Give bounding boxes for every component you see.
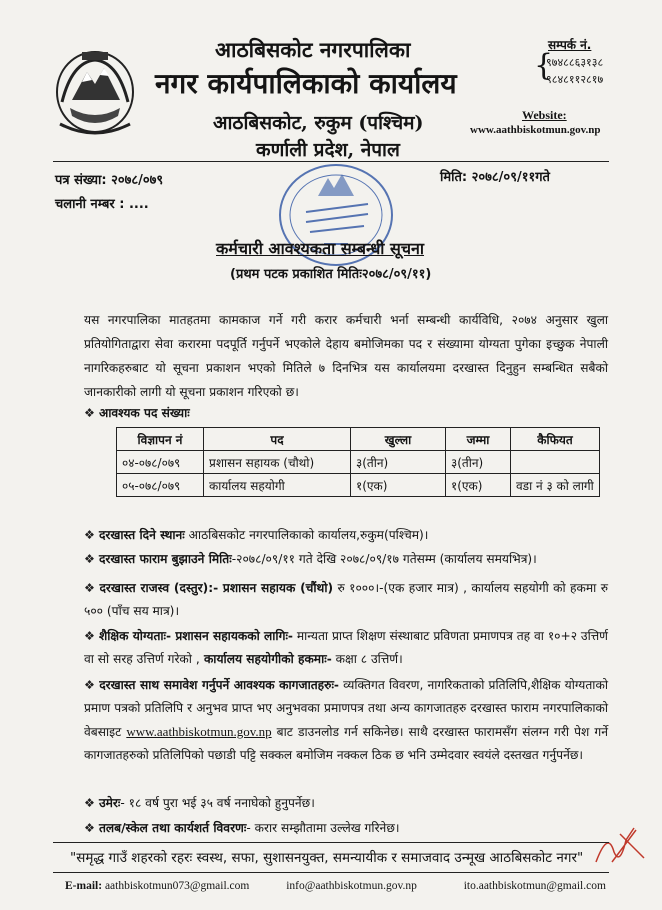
bullet-label: दरखास्त फाराम बुझाउने मितिः	[98, 552, 232, 566]
office-name-executive: नगर कार्यपालिकाको कार्यालय	[155, 67, 457, 100]
table-cell	[511, 451, 600, 474]
table-cell: प्रशासन सहायक (चौथो)	[204, 451, 351, 474]
office-address: आठबिसकोट, रुकुम (पश्चिम)	[213, 112, 424, 134]
footer-divider	[53, 842, 609, 843]
bullet-icon: ❖	[84, 796, 95, 810]
bullet-icon: ❖	[84, 678, 96, 692]
email-3[interactable]: ito.aathbiskotmun@gmail.com	[463, 880, 606, 892]
table-header: पद	[204, 428, 351, 451]
bullet-icon: ❖	[84, 528, 95, 542]
dispatch-number: चलानी नम्बर : ....	[55, 197, 149, 212]
reference-number: पत्र संख्या: २०७८/०७९	[55, 173, 164, 188]
email-2[interactable]: info@aathbiskotmun.gov.np	[286, 880, 417, 892]
table-header: कैफियत	[511, 428, 600, 451]
bullet-label: दरखास्त साथ समावेश गर्नुपर्ने आवश्यक कागजातहरुः-	[99, 678, 339, 692]
phone-number-1: ९७४८८६३१३८	[546, 56, 604, 69]
posts-heading-label: आवश्यक पद संख्याः	[98, 406, 190, 420]
table-header: खुल्ला	[351, 428, 446, 451]
nepal-emblem-icon	[52, 42, 138, 138]
bullet-text: - करार सम्झौतामा उल्लेख गरिनेछ।	[246, 821, 400, 835]
website-url[interactable]: www.aathbiskotmun.gov.np	[470, 124, 601, 136]
table-cell: कार्यालय सहयोगी	[204, 474, 351, 497]
bullet-text: व्यक्तिगत विवरण, नागरिकताको प्रतिलिपि,शैक्षिक योग्यताको प्रमाण पत्रको प्रतिलिपि र अनुभव प्राप्त भए अनुभवका प्रमाणपत्र तथा अन्य कागजातहरु दरखास्त फाराम नगरपालिकाको वेबसाइट	[84, 678, 608, 739]
brace-icon: {	[534, 48, 554, 83]
table-cell: ०५-०७८/०७९	[117, 474, 204, 497]
table-header: जम्मा	[446, 428, 511, 451]
bullet-text: बाट डाउनलोड गर्न सकिनेछ। साथै दरखास्त फारामसँग संलग्न गरी पेश गर्ने कागजातहरुको प्रतिलिपिको पछाडी पट्टि सक्कल बमोजिम नक्कल ठिक छ भनि उम्मेदवार स्वयंले दस्तखत गर्नुपर्नेछ।	[84, 725, 608, 762]
table-cell: ३(तीन)	[446, 451, 511, 474]
bullet-label: कार्यालय सहयोगीको हकमाः-	[199, 652, 332, 666]
email-1[interactable]: aathbiskotmun073@gmail.com	[104, 880, 250, 892]
bullet-text: आठबिसकोट नगरपालिकाको कार्यालय,रुकुम(पश्चिम)।	[184, 528, 429, 542]
bullet-salary	[84, 817, 608, 840]
notice-paragraph: यस नगरपालिका मातहतमा कामकाज गर्ने गरी करार कर्मचारी भर्ना सम्बन्धी कार्यविधि, २०७४ अनुसार खुला प्रतियोगिताद्वारा सेवा करारमा पदपूर्ति गर्नुपर्ने भएकोले देहाय बमोजिमका पद र संख्यामा योग्यता पुगेका इच्छुक नेपाली नागरिकहरुबाट यो सूचना प्रकाशन भएको मितिले ७ दिनभित्र यस कार्यालयमा दरखास्त दिनुहुन सम्बन्धित सबैको जानकारीको लागी यो सूचना प्रकाशन गरिएको छ।	[84, 313, 608, 399]
email-label: E-mail:	[65, 880, 103, 892]
table-cell: १(एक)	[446, 474, 511, 497]
table-cell: ३(तीन)	[351, 451, 446, 474]
bullet-label: उमेरः	[98, 796, 121, 810]
bullet-application-place	[84, 524, 608, 547]
bullet-documents	[84, 674, 608, 767]
bullet-icon: ❖	[84, 581, 96, 595]
bullet-form-date	[84, 548, 608, 571]
bullet-label: शैक्षिक योग्यताः- प्रशासन सहायकको लागिः-	[98, 629, 293, 643]
website-label: Website:	[522, 108, 567, 122]
phone-number-2: ९८४८११२८१७	[546, 73, 604, 86]
bullet-label: दरखास्त दिने स्थानः	[98, 528, 185, 542]
signature-mark	[590, 822, 646, 868]
bullet-icon: ❖	[84, 406, 95, 420]
bullet-icon: ❖	[84, 629, 95, 643]
bullet-icon: ❖	[84, 821, 95, 835]
posts-heading	[84, 402, 608, 425]
footer-divider-2	[53, 872, 609, 873]
notice-title: कर्मचारी आवश्यकता सम्बन्धी सूचना	[216, 239, 425, 258]
bullet-fee	[84, 577, 608, 623]
bullet-text: कक्षा ८ उत्तिर्ण।	[331, 652, 403, 666]
table-cell: १(एक)	[351, 474, 446, 497]
bullet-label: दरखास्त राजस्व (दस्तुर):- प्रशासन सहायक (चौंथो)	[99, 581, 334, 595]
table-cell: वडा नं ३ को लागी	[511, 474, 600, 497]
footer-slogan: "समृद्ध गाउँ शहरको रहरः स्वस्थ, सफा, सुशासनयुक्त, समन्यायीक र समाजवाद उन्मूख आठबिसकोट नगर"	[70, 850, 584, 866]
footer-emails	[65, 880, 606, 892]
table-header-row	[117, 428, 600, 451]
notice-subtitle: (प्रथम पटक प्रकाशित मितिः२०७८/०९/११)	[230, 267, 432, 282]
bullet-icon: ❖	[84, 552, 95, 566]
posts-table	[116, 427, 600, 497]
website-link[interactable]: www.aathbiskotmun.gov.np	[126, 724, 272, 739]
office-name-municipality: आठबिसकोट नगरपालिका	[215, 37, 411, 62]
table-header: विज्ञापन नं	[117, 428, 204, 451]
bullet-text: - १८ वर्ष पुरा भई ३५ वर्ष ननाघेको हुनुपर्नेछ।	[120, 796, 315, 810]
bullet-education	[84, 625, 608, 671]
bullet-age	[84, 792, 608, 815]
bullet-label: तलब/स्केल तथा कार्यशर्त विवरणः	[98, 821, 247, 835]
bullet-text: मान्यता प्राप्त शिक्षण संस्थाबाट प्रविणता प्रमाणपत्र तह वा १०+२ उत्तिर्ण वा सो सरह उत्तिर्ण गरेको ,	[84, 629, 608, 666]
table-cell: ०४-०७८/०७९	[117, 451, 204, 474]
bullet-text: रु १०००।-(एक हजार मात्र) , कार्यालय सहयोगी को हकमा रु ५०० (पाँच सय मात्र)।	[84, 581, 608, 618]
contact-label: सम्पर्क नं.	[548, 38, 592, 52]
table-row	[117, 474, 600, 497]
table-row	[117, 451, 600, 474]
office-province: कर्णाली प्रदेश, नेपाल	[256, 139, 400, 161]
letter-date: मिति: २०७८/०९/११गते	[440, 170, 550, 185]
bullet-text: -२०७८/०९/११ गते देखि २०७८/०९/१७ गतेसम्म (कार्यालय समयभित्र)।	[231, 552, 537, 566]
